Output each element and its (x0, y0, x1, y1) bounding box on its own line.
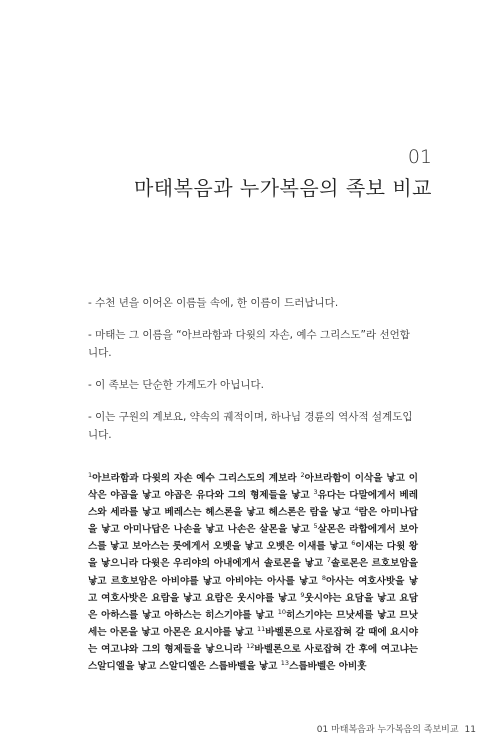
intro-section (88, 294, 418, 458)
verse-number: 7 (326, 556, 331, 565)
running-title: 01 마태복음과 누가복음의 족보비교 (316, 725, 459, 735)
verse-number: 13 (280, 658, 290, 667)
verse-text: 살몬은 라합에게서 보아스를 낳고 보아스는 룻에게서 오벳을 낳고 오벳은 이새를 낳고 (88, 524, 418, 553)
intro-line: - 수천 년을 이어온 이름들 속에, 한 이름이 드러납니다. (88, 297, 339, 309)
verse-number: 2 (300, 470, 305, 479)
verse-text: 스룹바벨은 아비훗 (289, 661, 367, 673)
verse-number: 8 (321, 573, 327, 582)
verse-text: 아브라함과 다윗의 자손 예수 그리스도의 계보라 (92, 473, 301, 484)
intro-line: - 이는 구원의 계보요, 약속의 궤적이며, 하나님 경륜의 역사적 설계도입니다. (88, 411, 413, 441)
verse-number: 10 (277, 607, 287, 616)
verse-text: 솔로몬은 르호보암을 낳고 르호보암은 아비야를 낳고 아비야는 아사를 낳고 (88, 558, 418, 587)
intro-line: - 마태는 그 이름을 “아브라함과 다윗의 자손, 예수 그리스도”라 선언합니다. (88, 329, 410, 359)
verse-text: 히스기야는 므낫세를 낳고 므낫세는 아몬을 낳고 아몬은 요시야를 낳고 (88, 609, 418, 638)
page-footer (317, 722, 476, 735)
verse-number: 12 (246, 641, 255, 650)
verse-number: 3 (313, 487, 318, 496)
verse-text: 바벨론으로 사로잡혀 간 후에 여고냐는 스알디엘을 낳고 스알디엘은 스룹바벨을 낳고 (88, 643, 418, 673)
intro-line: - 이 족보는 단순한 가계도가 아닙니다. (88, 379, 264, 391)
verse-number: 4 (354, 505, 359, 513)
page-number: 11 (464, 725, 476, 735)
chapter-title: 마태복음과 누가복음의 족보 비교 (133, 176, 432, 200)
verse-text: 바벨론으로 사로잡혀 갈 때에 요시야는 여고냐와 그의 형제들을 낳으니라 (88, 626, 418, 655)
verse-text: 이새는 다윗 왕을 낳으니라 다윗은 우리야의 아내에게서 솔로몬을 낳고 (88, 541, 418, 570)
verse-text: 웃시야는 요담을 낳고 요담은 아하스를 낳고 아하스는 히스기야를 낳고 (88, 592, 418, 621)
verse-number: 9 (300, 590, 305, 599)
verse-number: 11 (256, 624, 266, 633)
verse-number: 1 (88, 470, 93, 479)
verse-number: 6 (351, 539, 356, 548)
chapter-number: 01 (407, 146, 432, 168)
verse-text: 아사는 여호사밧을 낳고 여호사밧은 요람을 낳고 요람은 웃시야를 낳고 (88, 575, 418, 604)
verse-number: 5 (313, 522, 318, 531)
verse-text: 유다는 다말에게서 베레스와 세라를 낳고 베레스는 헤스론을 낳고 헤스론은 람을 낳고 (88, 490, 418, 519)
verse-text: 아브라함이 이삭을 낳고 이삭은 야곱을 낳고 야곱은 유다와 그의 형제들을 낳고 (88, 473, 418, 502)
verse-text: 람은 아미나답을 낳고 아미나답은 나손을 낳고 나손은 살몬을 낳고 (88, 507, 418, 536)
scripture-text (88, 470, 418, 675)
